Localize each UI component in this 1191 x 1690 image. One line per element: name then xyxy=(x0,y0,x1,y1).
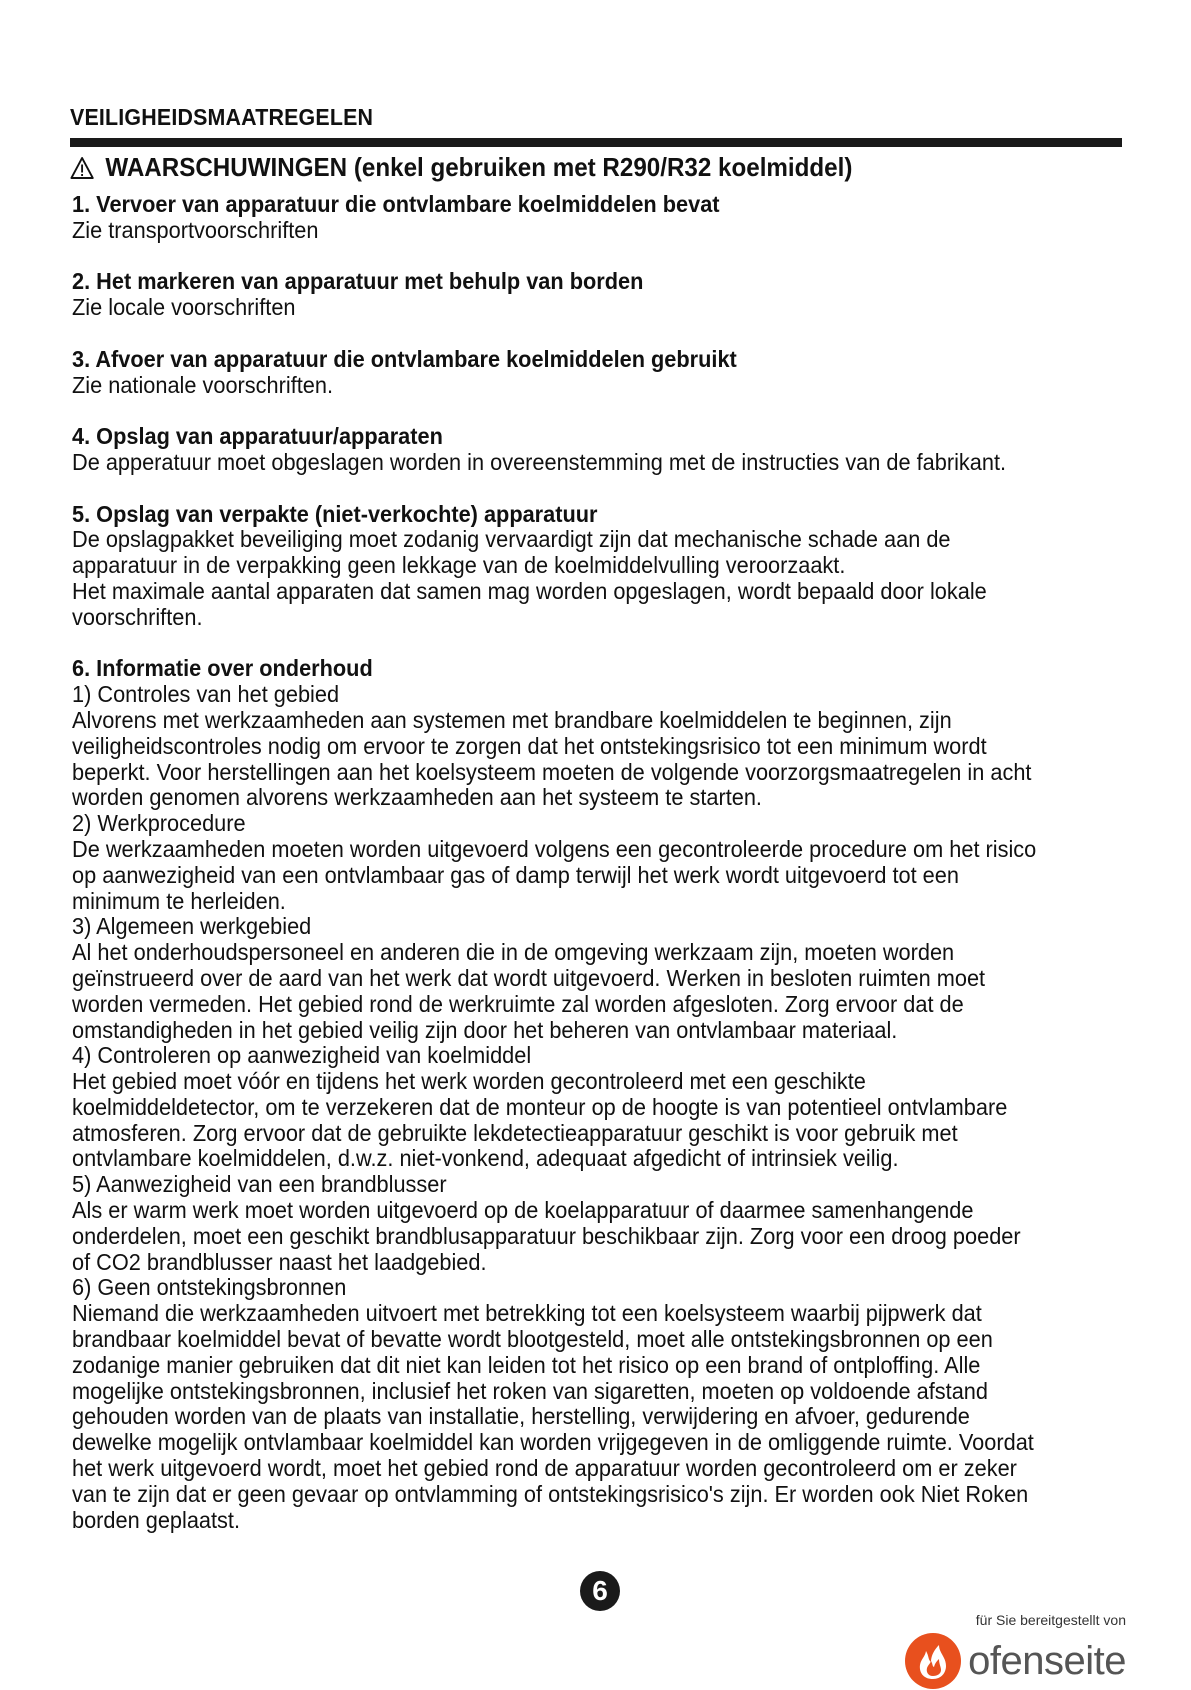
subsection-text: veiligheidscontroles nodig om ervoor te zorgen dat het ontstekingsrisico tot een minimum wordt xyxy=(72,732,987,759)
warning-triangle-icon xyxy=(70,156,94,180)
branding-logo xyxy=(886,1632,1126,1690)
subsection-label: 6) Geen ontstekingsbronnen xyxy=(72,1274,347,1301)
item-text: Het maximale aantal apparaten dat samen mag worden opgeslagen, wordt bepaald door lokale xyxy=(72,577,987,604)
subsection-text: borden geplaatst. xyxy=(72,1506,240,1533)
item-storage xyxy=(72,424,1122,476)
item-title: 3. Afvoer van apparatuur die ontvlambare koelmiddelen gebruikt xyxy=(72,345,737,372)
item-title: 5. Opslag van verpakte (niet-verkochte) apparatuur xyxy=(72,500,598,527)
subsection-text: ontvlambare koelmiddelen, d.w.z. niet-vonkend, adequaat afgedicht of intrinsiek veilig. xyxy=(72,1145,899,1172)
warning-heading xyxy=(70,152,852,183)
subsection-text: Niemand die werkzaamheden uitvoert met betrekking tot een koelsysteem waarbij pijpwerk dat xyxy=(72,1300,982,1327)
subsection-text: Alvorens met werkzaamheden aan systemen met brandbare koelmiddelen te beginnen, zijn xyxy=(72,706,952,733)
item-text: De apperatuur moet obgeslagen worden in overeenstemming met de instructies van de fabrikant. xyxy=(72,448,1007,475)
subsection-text: mogelijke ontstekingsbronnen, inclusief het roken van sigaretten, moeten op voldoende afstand xyxy=(72,1377,988,1404)
item-title: 4. Opslag van apparatuur/apparaten xyxy=(72,423,443,450)
subsection-text: geïnstrueerd over de aard van het werk dat wordt uitgevoerd. Werken in besloten ruimten moet xyxy=(72,964,986,991)
brand-name: ofenseite xyxy=(968,1638,1126,1683)
item-marking xyxy=(72,269,1122,321)
subsection-text: het werk uitgevoerd wordt, moet het gebied rond de apparatuur worden gecontroleerd om er zeker xyxy=(72,1455,1017,1482)
subsection-text: op aanwezigheid van een ontvlambaar gas of damp terwijl het werk wordt uitgevoerd tot een xyxy=(72,861,959,888)
item-text: Zie transportvoorschriften xyxy=(72,216,319,243)
section-maintenance xyxy=(72,656,1122,1533)
item-packed-storage xyxy=(72,502,1122,631)
item-title: 2. Het markeren van apparatuur met behulp van borden xyxy=(72,268,644,295)
item-text: Zie nationale voorschriften. xyxy=(72,371,333,398)
content xyxy=(72,192,1122,1559)
item-transport xyxy=(72,192,1122,244)
subsection-text: brandbaar koelmiddel bevat of bevatte wordt blootgesteld, moet alle ontstekingsbronnen op een xyxy=(72,1326,993,1353)
subsection-text: dewelke mogelijk ontvlambaar koelmiddel kan worden vrijgegeven in de omliggende ruimte. Voordat xyxy=(72,1429,1034,1456)
subsection-text: beperkt. Voor herstellingen aan het koelsysteem moeten de volgende voorzorgsmaatregelen in acht xyxy=(72,758,1032,785)
section-title: VEILIGHEIDSMAATREGELEN xyxy=(70,104,374,130)
subsection-text: atmosferen. Zorg ervoor dat de gebruikte lekdetectieapparatuur geschikt is voor gebruik met xyxy=(72,1119,958,1146)
subsection-label: 4) Controleren op aanwezigheid van koelmiddel xyxy=(72,1042,532,1069)
subsection-label: 5) Aanwezigheid van een brandblusser xyxy=(72,1171,447,1198)
subsection-text: Als er warm werk moet worden uitgevoerd op de koelapparatuur of daarmee samenhangende xyxy=(72,1197,974,1224)
branding[interactable] xyxy=(886,1612,1126,1690)
subsection-label: 3) Algemeen werkgebied xyxy=(72,913,312,940)
subsection-text: koelmiddeldetector, om te verzekeren dat de monteur op de hoogte is van potentieel ontvlambare xyxy=(72,1093,1008,1120)
subsection-text: worden vermeden. Het gebied rond de werkruimte zal worden afgesloten. Zorg ervoor dat de xyxy=(72,990,964,1017)
subsection-text: onderdelen, moet een geschikt brandblusapparatuur beschikbaar zijn. Zorg voor een droog poeder xyxy=(72,1222,1021,1249)
item-text: De opslagpakket beveiliging moet zodanig vervaardigt zijn dat mechanische schade aan de xyxy=(72,526,951,553)
item-disposal xyxy=(72,347,1122,399)
subsection-text: Het gebied moet vóór en tijdens het werk worden gecontroleerd met een geschikte xyxy=(72,1068,866,1095)
subsection-text: worden genomen alvorens werkzaamheden aan het systeem te starten. xyxy=(72,784,762,811)
subsection-text: van te zijn dat er geen gevaar op ontvlamming of ontstekingsrisico's zijn. Er worden ook Niet Roken xyxy=(72,1480,1029,1507)
page-number: 6 xyxy=(580,1571,620,1611)
subsection-text: of CO2 brandblusser naast het laadgebied. xyxy=(72,1248,487,1275)
subsection-text: omstandigheden in het gebied veilig zijn door het beheren van ontvlambaar materiaal. xyxy=(72,1016,898,1043)
subsection-label: 1) Controles van het gebied xyxy=(72,681,340,708)
subsection-text: Al het onderhoudspersoneel en anderen die in de omgeving werkzaam zijn, moeten worden xyxy=(72,939,955,966)
subsection-text: zodanige manier gebruiken dat dit niet kan leiden tot het risico op een brand of ontploffing. Alle xyxy=(72,1351,981,1378)
subsection-text: minimum te herleiden. xyxy=(72,887,286,914)
item-text: Zie locale voorschriften xyxy=(72,294,296,321)
subsection-label: 2) Werkprocedure xyxy=(72,810,246,837)
subsection-text: De werkzaamheden moeten worden uitgevoerd volgens een gecontroleerde procedure om het risico xyxy=(72,835,1037,862)
section-divider xyxy=(70,138,1122,147)
item-title: 6. Informatie over onderhoud xyxy=(72,655,373,682)
warning-title: WAARSCHUWINGEN (enkel gebruiken met R290/R32 koelmiddel) xyxy=(105,152,853,182)
item-title: 1. Vervoer van apparatuur die ontvlambare koelmiddelen bevat xyxy=(72,191,720,217)
flame-logo-icon xyxy=(904,1632,962,1690)
item-text: voorschriften. xyxy=(72,603,203,630)
subsection-text: gehouden worden van de plaats van installatie, herstelling, verwijdering en afvoer, gedurende xyxy=(72,1403,970,1430)
branding-tagline: für Sie bereitgestellt von xyxy=(975,1612,1126,1628)
item-text: apparatuur in de verpakking geen lekkage van de koelmiddelvulling veroorzaakt. xyxy=(72,552,846,579)
